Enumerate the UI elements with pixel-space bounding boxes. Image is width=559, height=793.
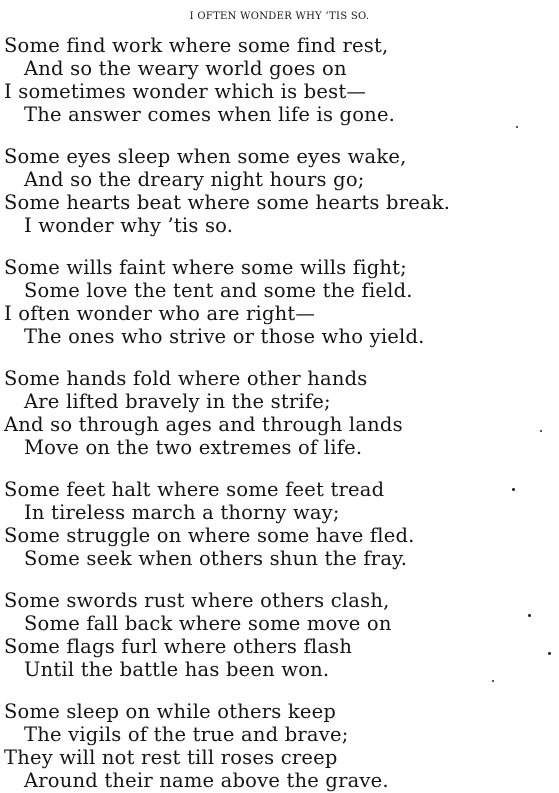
print-speck — [512, 488, 515, 491]
poem-line: The ones who strive or those who yield. — [24, 325, 425, 348]
poem-line: Are lifted bravely in the strife; — [24, 390, 331, 413]
poem-line: Move on the two extremes of life. — [24, 436, 363, 459]
poem-line: Some sleep on while others keep — [4, 700, 337, 723]
print-speck — [540, 430, 542, 432]
poem-line: Some hearts beat where some hearts break. — [4, 191, 451, 214]
print-speck — [528, 614, 531, 617]
poem-line: Some flags furl where others flash — [4, 635, 353, 658]
poem-line: I wonder why ’tis so. — [24, 214, 234, 237]
poem-line: I often wonder who are right— — [4, 302, 316, 325]
poem-line: Some wills faint where some wills fight; — [4, 256, 407, 279]
poem-line: Some fall back where some move on — [24, 612, 392, 635]
poem-title: I OFTEN WONDER WHY ’TIS SO. — [189, 11, 370, 22]
poem-line: Around their name above the grave. — [24, 769, 389, 792]
print-speck — [516, 126, 518, 128]
poem-line: In tireless march a thorny way; — [24, 501, 340, 524]
poem-line: And so through ages and through lands — [4, 413, 403, 436]
poem-line: The answer comes when life is gone. — [24, 103, 396, 126]
poem-line: The vigils of the true and brave; — [24, 723, 349, 746]
poem-line: Some eyes sleep when some eyes wake, — [4, 145, 407, 168]
poem-line: They will not rest till roses creep — [4, 746, 338, 769]
poem-line: Some hands fold where other hands — [4, 367, 368, 390]
print-speck — [548, 652, 551, 655]
poem-line: And so the weary world goes on — [24, 57, 347, 80]
poem-line: And so the dreary night hours go; — [24, 168, 365, 191]
poem-line: I sometimes wonder which is best— — [4, 80, 367, 103]
poem-line: Some feet halt where some feet tread — [4, 478, 385, 501]
poem-line: Some swords rust where others clash, — [4, 589, 390, 612]
poem-line: Some struggle on where some have fled. — [4, 524, 415, 547]
poem-line: Some seek when others shun the fray. — [24, 547, 408, 570]
poem-line: Until the battle has been won. — [24, 658, 330, 681]
print-speck — [492, 680, 494, 682]
poem-line: Some find work where some find rest, — [4, 34, 389, 57]
poem-line: Some love the tent and some the field. — [24, 279, 413, 302]
